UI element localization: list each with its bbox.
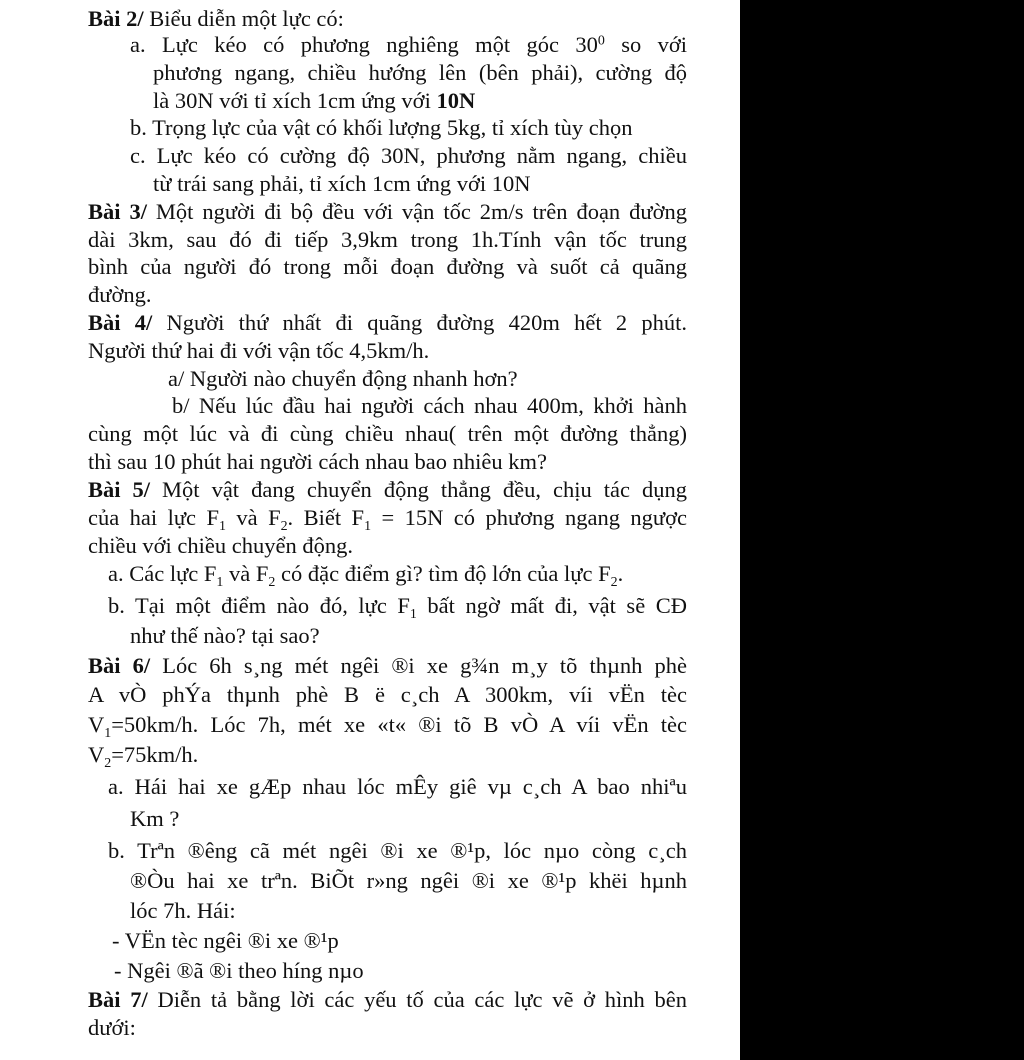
- black-side-panel: [740, 0, 1024, 1060]
- bai6-line1: Bài 6/ Lóc 6h s¸ng mét ngêi ®i xe g¾n m¸y tõ thµnh phè: [88, 653, 687, 678]
- bai6-line3: $V_1=50km/h$. Lóc 7h, mét xe «t« ®i tõ B vÒ A víi vËn tèc: [88, 712, 687, 741]
- bai3-line3: bình của người đó trong mỗi đoạn đường và suốt cả quãng: [88, 254, 687, 279]
- bai4-b-line2: cùng một lúc và đi cùng chiều nhau( trên một đường thẳng): [88, 421, 687, 446]
- bai4-b-line1: b/ Nếu lúc đầu hai người cách nhau 400m, khởi hành: [172, 393, 687, 418]
- bai5-b-line1: b. Tại một điểm nào đó, lực $F_1$ bất ngờ mất đi, vật sẽ CĐ: [108, 593, 687, 622]
- bai2-c-line2: từ trái sang phải, tỉ xích 1cm ứng với 10N: [153, 171, 531, 196]
- bai7-line1: Bài 7/ Diễn tả bằng lời các yếu tố của các lực vẽ ở hình bên: [88, 987, 687, 1012]
- bai7-line2: dưới:: [88, 1015, 136, 1040]
- bai2-c-line1: c. Lực kéo có cường độ 30N, phương nằm ngang, chiều: [130, 143, 687, 168]
- bai5-line3: chiều với chiều chuyển động.: [88, 533, 353, 558]
- bai4-line1: Bài 4/ Người thứ nhất đi quãng đường 420m hết 2 phút.: [88, 310, 687, 335]
- bai4-b-line3: thì sau 10 phút hai người cách nhau bao nhiêu km?: [88, 449, 547, 474]
- bai2-heading: Bài 2/: [88, 6, 144, 31]
- bai6-a-line2: Km ?: [130, 806, 180, 831]
- bai5-line2: của hai lực $F_1$ và $F_2$. Biết $F_1 = 15N$ có phương ngang ngược: [88, 505, 687, 534]
- bai4-heading: Bài 4/: [88, 310, 153, 335]
- bai6-b-line2: ®Òu hai xe trªn. BiÕt r»ng ngêi ®i xe ®¹p khëi hµnh: [130, 868, 687, 893]
- bai2-a-line2: phương ngang, chiều hướng lên (bên phải), cường độ: [153, 60, 687, 85]
- bai6-b-line1: b. Trªn ®êng cã mét ngêi ®i xe ®¹p, lóc nµo còng c¸ch: [108, 838, 687, 863]
- bai2-a-line1: a. Lực kéo có phương nghiêng một góc $30^0$ so với: [130, 32, 687, 57]
- bai4-a: a/ Người nào chuyển động nhanh hơn?: [168, 366, 518, 391]
- bai2-a-line3: là 30N với tỉ xích 1cm ứng với 10N: [153, 88, 476, 113]
- bai3-heading: Bài 3/: [88, 199, 147, 224]
- bai3-line2: dài 3km, sau đó đi tiếp 3,9km trong 1h.Tính vận tốc trung: [88, 227, 687, 252]
- bai6-b-line3: lóc 7h. Hái:: [130, 898, 236, 923]
- bai5-a: a. Các lực $F_1$ và $F_2$ có đặc điểm gì? tìm độ lớn của lực $F_2$.: [108, 561, 624, 590]
- bai6-a-line1: a. Hái hai xe gÆp nhau lóc mÊy giê vµ c¸ch A bao nhiªu: [108, 774, 687, 799]
- bai5-line1: Bài 5/ Một vật đang chuyển động thẳng đều, chịu tác dụng: [88, 477, 687, 502]
- bai2-title: Bài 2/ Biểu diễn một lực có:: [88, 6, 344, 31]
- bai6-line4: $V_2=75km/h$.: [88, 742, 199, 771]
- bai7-heading: Bài 7/: [88, 987, 148, 1012]
- bai5-b-line2: như thế nào? tại sao?: [130, 623, 320, 648]
- bai5-heading: Bài 5/: [88, 477, 151, 502]
- bai6-dash2: - Ngêi ®ã ®i theo híng nµo: [114, 958, 364, 983]
- bai4-line2: Người thứ hai đi với vận tốc 4,5km/h.: [88, 338, 430, 363]
- bai2-b: b. Trọng lực của vật có khối lượng 5kg, tỉ xích tùy chọn: [130, 115, 633, 140]
- bai3-line4: đường.: [88, 282, 152, 307]
- bai3-line1: Bài 3/ Một người đi bộ đều với vận tốc 2m/s trên đoạn đường: [88, 199, 687, 224]
- bai6-dash1: - VËn tèc ngêi ®i xe ®¹p: [112, 928, 339, 953]
- bai6-line2: A vÒ phÝa thµnh phè B ë c¸ch A 300km, víi vËn tèc: [88, 682, 687, 707]
- bai6-heading: Bài 6/: [88, 653, 151, 678]
